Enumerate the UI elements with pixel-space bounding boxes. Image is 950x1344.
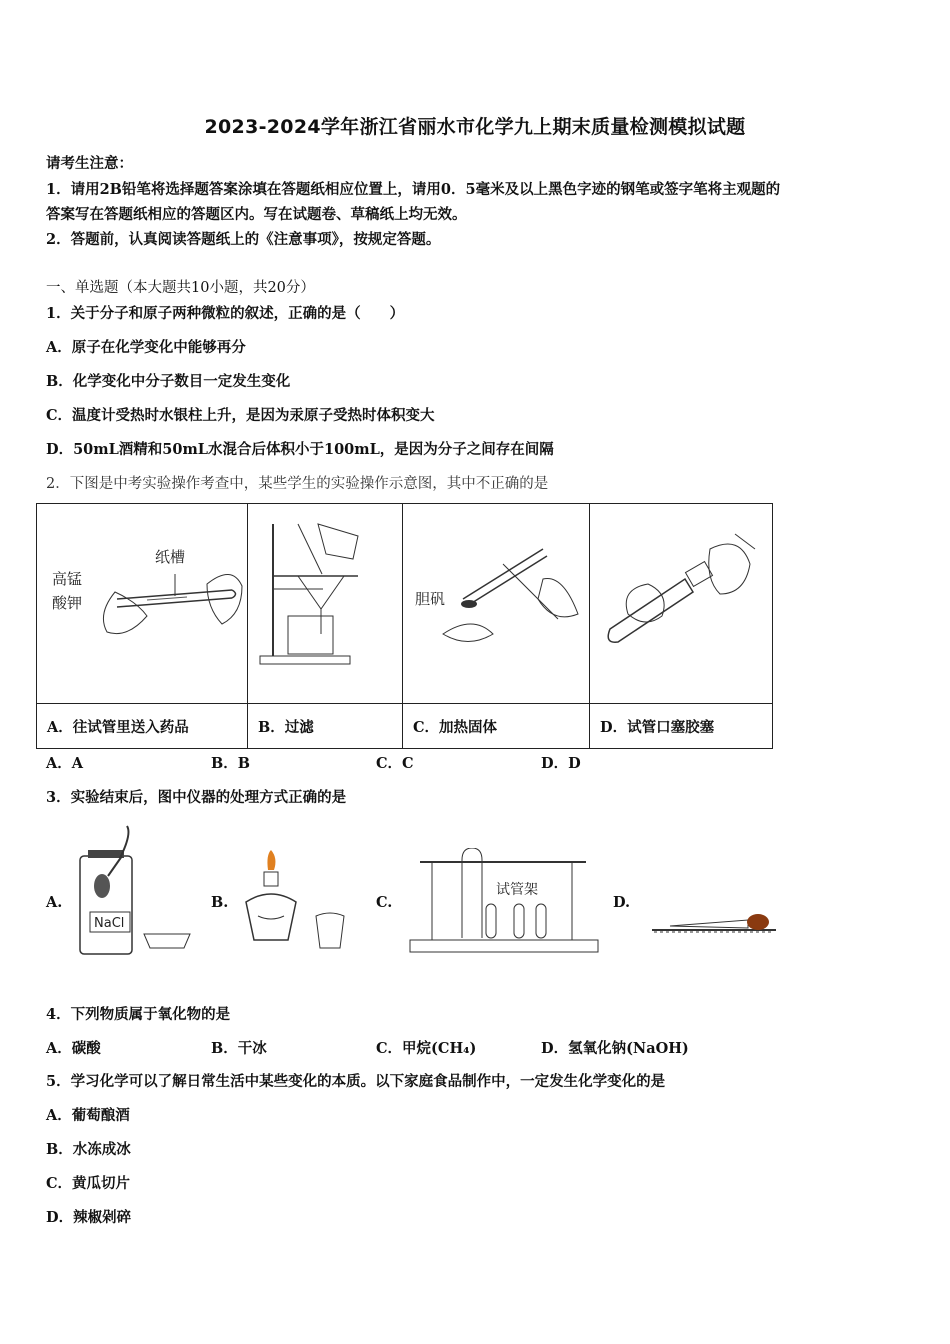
question-stem: 2．下图是中考实验操作考查中，某些学生的实验操作示意图，其中不正确的是 [46,476,549,492]
option-letter: C. [376,894,393,911]
page-title: 2023-2024学年浙江省丽水市化学九上期末质量检测模拟试题 [204,116,746,138]
notice-item: 1．请用2B铅笔将选择题答案涂填在答题纸相应位置上，请用0．5毫米及以上黑色字迹的钢笔或签字笔将主观题的 [46,181,781,198]
option: D．辣椒剁碎 [46,1209,132,1226]
figure-d-cell [590,504,773,704]
figure-c-caption: C．加热固体 [403,704,590,749]
figure-d-caption: D．试管口塞胶塞 [590,704,773,749]
label-kmno4: 高锰 [52,570,83,588]
question-stem: 5．学习化学可以了解日常生活中某些变化的本质。以下家庭食品制作中，一定发生化学变化的是 [46,1073,666,1090]
option: A．原子在化学变化中能够再分 [46,339,246,356]
notice-item: 答案写在答题纸相应的答题区内。写在试题卷、草稿纸上均无效。 [46,206,467,223]
question-stem: 4．下列物质属于氧化物的是 [46,1006,231,1023]
option: B．干冰 [211,1040,267,1057]
figure-a-test-tube [37,504,247,699]
option: C．黄瓜切片 [46,1175,131,1192]
figure-c-heating [403,504,589,699]
label-test-tube-rack: 试管架 [496,882,538,898]
option: A．碳酸 [46,1040,101,1057]
option: A．葡萄酿酒 [46,1107,130,1124]
figure-b-caption: B．过滤 [248,704,403,749]
question-stem: 3．实验结束后，图中仪器的处理方式正确的是 [46,789,347,806]
figure-c-cell [403,504,590,704]
option: C．温度计受热时水银柱上升，是因为汞原子受热时体积变大 [46,407,435,424]
figure-a-caption: A．往试管里送入药品 [37,704,248,749]
option: D．50mL酒精和50mL水混合后体积小于100mL，是因为分子之间存在间隔 [46,441,554,458]
option-letter: B. [211,894,229,911]
option: D．D [541,755,581,772]
figure-3c-test-tube-rack [406,848,602,956]
option: C．甲烷(CH₄) [376,1040,477,1057]
option-letter: A. [46,894,63,911]
figure-3b-alcohol-lamp [238,850,354,954]
option-letter: D. [613,894,631,911]
figure-a-cell [37,504,248,704]
label-kmno4: 酸钾 [52,594,83,612]
label-copper-sulfate: 胆矾 [415,590,446,608]
figure-b-cell [248,504,403,704]
figure-b-filtration [248,504,402,699]
figure-3d-dropper [650,900,778,942]
option: B．化学变化中分子数目一定发生变化 [46,373,291,390]
option: B．水冻成冰 [46,1141,131,1158]
notice-heading: 请考生注意： [46,155,133,172]
option: A．A [46,755,84,772]
experiment-table [36,503,773,749]
figure-3a-nacl-bottle [72,824,200,960]
label-paper-trough: 纸槽 [155,548,186,566]
option: C．C [376,755,414,772]
section-heading: 一、单选题（本大题共10小题，共20分） [46,280,315,296]
notice-item: 2．答题前，认真阅读答题纸上的《注意事项》，按规定答题。 [46,231,441,248]
figure-d-stopper [590,504,772,699]
option: D．氢氧化钠(NaOH) [541,1040,689,1057]
option: B．B [211,755,251,772]
question-stem: 1．关于分子和原子两种微粒的叙述，正确的是（ ） [46,305,405,322]
label-nacl: NaCl [94,916,125,931]
